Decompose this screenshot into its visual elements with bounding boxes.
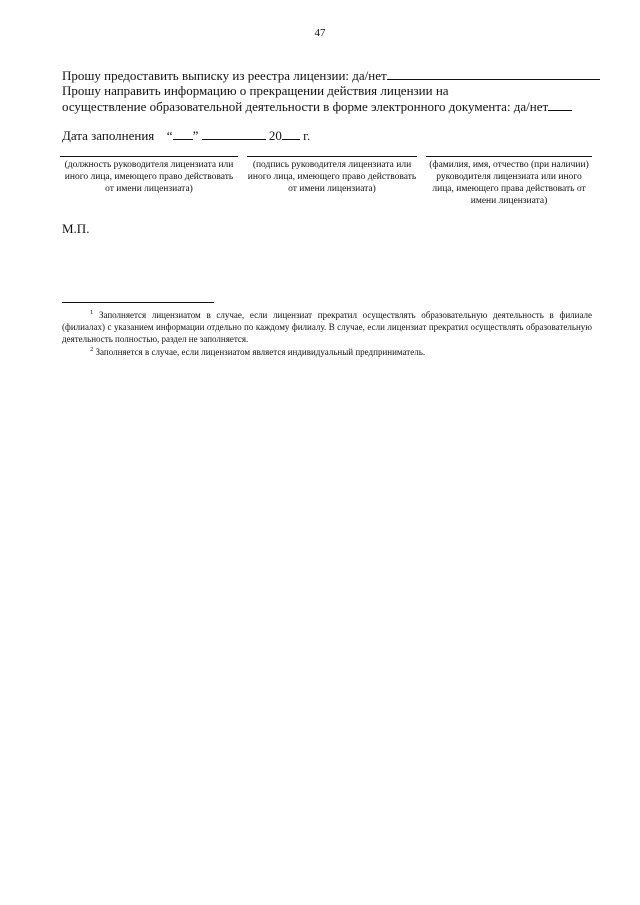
footnote-1-text: Заполняется лицензиатом в случае, если лицензиат прекратил осуществлять образовательную деятельность в филиале (филиалах) с указанием информации отдельно по каждому филиалу. В случае, если лицензиат прекратил осуществлять образовательную деятельность полностью, раздел не заполняется. <box>62 310 593 344</box>
date-month-blank <box>202 127 266 140</box>
date-fill-label: Дата заполнения <box>62 128 155 143</box>
date-year-suffix: г. <box>303 128 311 143</box>
footnote-1 <box>62 309 592 345</box>
signature-block-position: (должность руководителя лицензиата или иного лица, имеющего право действовать от имени лицензиата) <box>60 156 238 195</box>
date-fill-line <box>62 127 310 144</box>
request-extract-line <box>62 67 600 84</box>
signature-block-signature: (подпись руководителя лицензиата или иного лица, имеющего право действовать от имени лицензиата) <box>247 156 417 195</box>
date-year-blank <box>282 127 300 140</box>
footnote-2 <box>62 346 592 358</box>
footnote-2-text: Заполняется в случае, если лицензиатом является индивидуальный предприниматель. <box>95 347 426 357</box>
request-termination-blank <box>548 98 572 111</box>
stamp-label: М.П. <box>62 221 90 236</box>
request-termination-line-2 <box>62 98 572 115</box>
date-year-prefix: 20 <box>268 128 282 143</box>
request-extract-text: Прошу предоставить выписку из реестра лицензии: да/нет <box>62 68 387 83</box>
date-open-quote: “ <box>166 128 173 143</box>
signature-block-full-name: (фамилия, имя, отчество (при наличии) руководителя лицензиата или иного лица, имеющего права действовать от имени лицензиата) <box>426 156 592 207</box>
page-number: 47 <box>314 27 326 39</box>
footnote-2-mark: 2 <box>90 346 94 353</box>
date-close-quote: ” <box>192 128 199 143</box>
footnote-divider <box>62 302 214 303</box>
request-extract-blank <box>387 67 600 80</box>
date-day-blank <box>173 127 193 140</box>
request-termination-text: осуществление образовательной деятельности в форме электронного документа: да/нет <box>62 99 549 114</box>
request-termination-line-1: Прошу направить информацию о прекращении действия лицензии на <box>62 83 449 98</box>
footnote-1-mark: 1 <box>90 309 94 316</box>
